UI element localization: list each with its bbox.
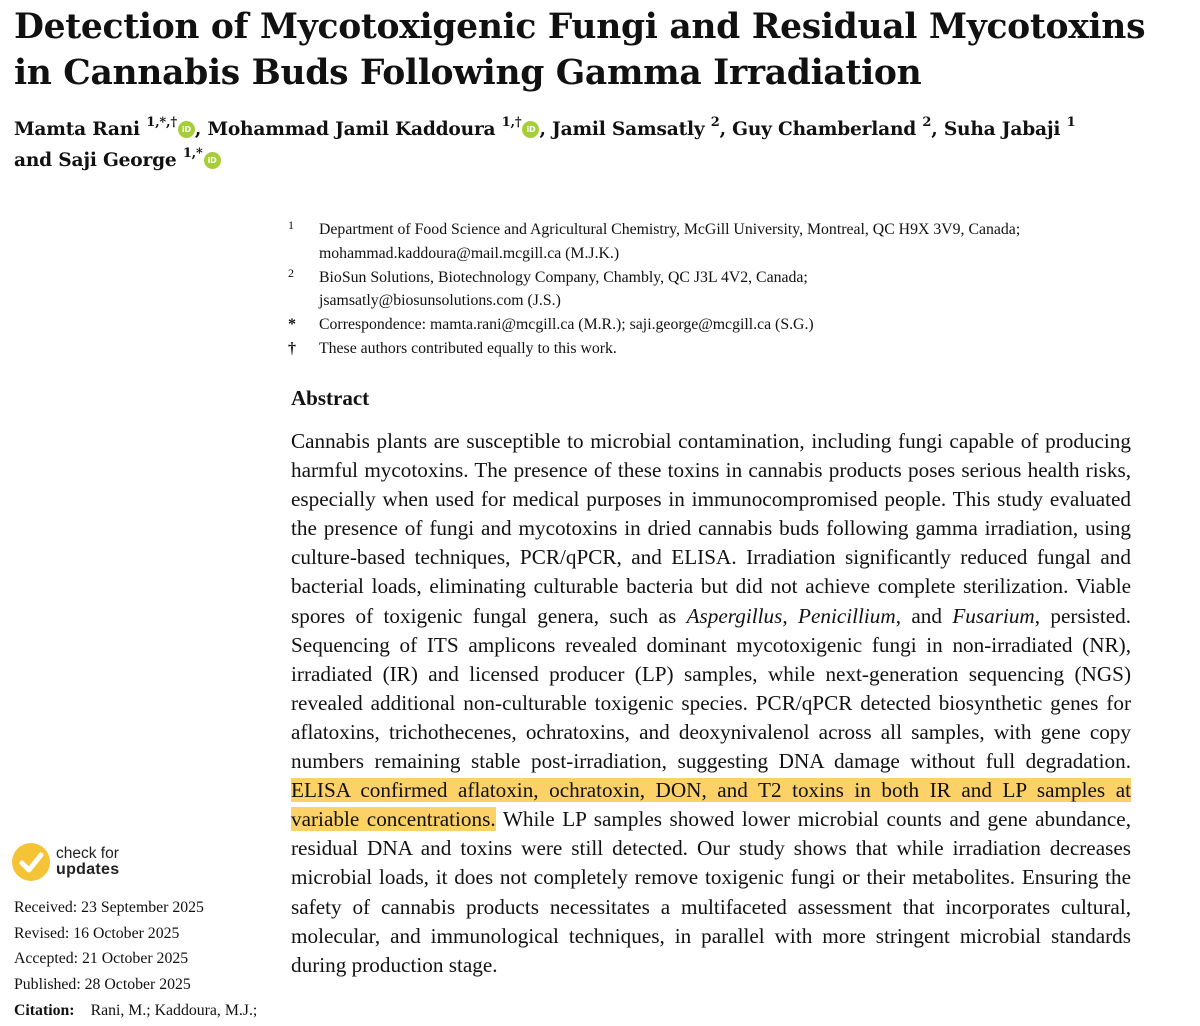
author-affiliation-marks: 1	[1066, 114, 1076, 130]
correspondence-text: Correspondence: mamta.rani@mcgill.ca (M.R.); saji.george@mcgill.ca (S.G.)	[319, 316, 814, 334]
paper-title: Detection of Mycotoxigenic Fungi and Residual Mycotoxins in Cannabis Buds Following Gamma Irradiation	[14, 7, 1146, 93]
genus-name: Aspergillus	[686, 603, 783, 628]
citation-text: Rani, M.; Kaddoura, M.J.;	[90, 1002, 258, 1019]
published-date: Published: 28 October 2025	[14, 975, 191, 993]
genus-name: Penicillium	[798, 603, 896, 628]
abstract-heading: Abstract	[291, 386, 370, 410]
author-affiliation-marks: 2	[922, 114, 932, 130]
author-list: Mamta Rani $^{1,*,\dagger}$ iD , Mohammad Jamil Kaddoura $^{1,\dagger}$ iD , Jamil Samsatly $^2$, Guy Chamberland $^2$, Suha Jabaji $^1$ and Saji George $^{1,*}$ iD	[14, 114, 1076, 171]
author-affiliation-marks: 1,*,†	[146, 114, 177, 130]
abstract-body	[291, 427, 1131, 980]
author-name: Suha Jabaji	[943, 119, 1061, 140]
abstract-text: While LP samples showed lower microbial counts and gene abundance, residual DNA and toxins were still detected. Our study shows that while irradiation decreases microbial loads, it does not completely remove toxigenic fungi or their metabolites. Ensuring the safety of cannabis products necessitates a multifaceted assessment that incorporates cultural, molecular, and immunological techniques, in parallel with more stringent microbial standards during production stage.	[291, 807, 1131, 977]
author-affiliation-marks: 1,†	[501, 114, 522, 130]
affiliation-mark: †	[288, 339, 296, 357]
citation	[14, 1002, 257, 1020]
affiliation-1	[288, 218, 1188, 266]
equal-contribution-note	[288, 337, 1188, 361]
author-name: Jamil Samsatly	[552, 119, 705, 140]
check-for-updates-badge[interactable]	[12, 843, 152, 883]
correspondence-note	[288, 313, 1188, 337]
revised-date: Revised: 16 October 2025	[14, 924, 180, 942]
equal-contribution-text: These authors contributed equally to this work.	[319, 339, 617, 357]
author-name: Guy Chamberland	[732, 119, 917, 140]
abstract-text: ,	[782, 603, 799, 628]
orcid-icon[interactable]: iD	[204, 152, 221, 169]
check-for-updates-label	[56, 846, 119, 878]
received-date: Received: 23 September 2025	[14, 899, 204, 916]
publication-dates	[14, 895, 204, 997]
affiliation-email[interactable]: jsamsatly@biosunsolutions.com (J.S.)	[319, 292, 561, 310]
author-affiliation-marks: 1,*	[182, 145, 203, 161]
genus-name: Fusarium	[952, 603, 1035, 628]
check-label-line2: updates	[56, 861, 120, 878]
affiliation-2	[288, 266, 1188, 314]
orcid-icon[interactable]: iD	[522, 121, 539, 138]
affiliation-email[interactable]: mohammad.kaddoura@mail.mcgill.ca (M.J.K.)	[319, 244, 620, 262]
author-name: Saji George	[58, 150, 177, 171]
affiliation-mark: 1	[288, 218, 294, 232]
author-name: Mamta Rani	[14, 119, 140, 140]
affiliation-mark: *	[288, 316, 296, 334]
citation-label: Citation:	[14, 1002, 75, 1019]
checkmark-icon	[12, 843, 50, 881]
affiliation-text: BioSun Solutions, Biotechnology Company, Chambly, QC J3L 4V2, Canada;	[319, 268, 808, 286]
author-conjunction: and	[14, 150, 52, 171]
abstract-text: Cannabis plants are susceptible to microbial contamination, including fungi capable of producing harmful mycotoxins. The presence of these toxins in cannabis products poses serious health risks, especially when used for medical purposes in immunocompromised people. This study evaluated the presence of fungi and mycotoxins in dried cannabis buds following gamma irradiation, using culture-based techniques, PCR/qPCR, and ELISA. Irradiation significantly reduced fungal and bacterial loads, eliminating culturable bacteria but did not achieve complete sterilization. Viable spores of toxigenic fungal genera, such as	[291, 429, 1131, 628]
highlighted-text: ELISA confirmed aflatoxin, ochratoxin, DON, and T2 toxins in both IR and LP samples at variable concentrations.	[291, 778, 1131, 832]
abstract-text: , persisted. Sequencing of ITS amplicons revealed dominant mycotoxigenic fungi in non-irradiated (NR), irradiated (IR) and licensed producer (LP) samples, while next-generation sequencing (NGS) revealed additional non-culturable toxigenic species. PCR/qPCR detected biosynthetic genes for aflatoxins, trichothecenes, ochratoxins, and deoxynivalenol across all samples, with gene copy numbers remaining stable post-irradiation, suggesting DNA damage without full degradation.	[291, 603, 1132, 774]
author-affiliation-marks: 2	[710, 114, 720, 130]
affiliation-mark: 2	[288, 265, 294, 280]
accepted-date: Accepted: 21 October 2025	[14, 950, 189, 968]
check-label-line1: check for	[56, 845, 119, 862]
orcid-icon[interactable]: iD	[178, 121, 195, 138]
check-circle-icon	[12, 843, 50, 881]
author-name: Mohammad Jamil Kaddoura	[207, 119, 496, 140]
affiliations	[288, 218, 1188, 361]
affiliation-text: Department of Food Science and Agricultural Chemistry, McGill University, Montreal, QC H9X 3V9, Canada;	[319, 221, 1021, 238]
abstract-text: , and	[895, 603, 953, 628]
